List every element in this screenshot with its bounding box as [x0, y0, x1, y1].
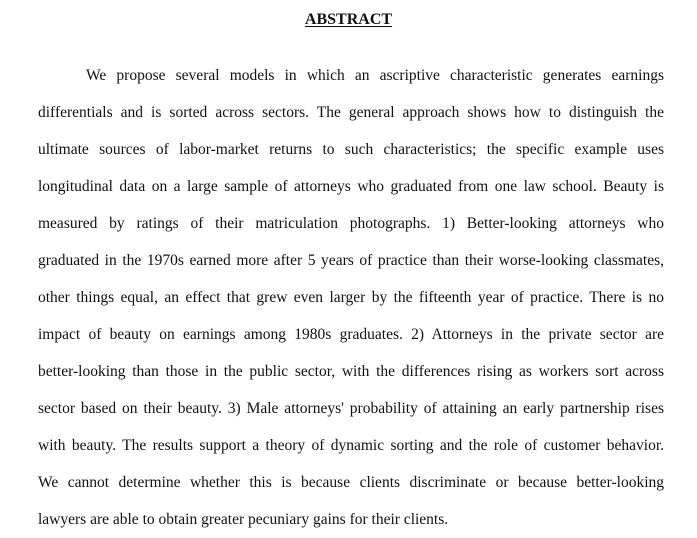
- abstract-line: graduated in the 1970s earned more after 5 years of practice than their worse-looking classmates,: [38, 252, 664, 269]
- abstract-line: sector based on their beauty. 3) Male attorneys' probability of attaining an early partnership rises: [38, 400, 664, 417]
- abstract-heading: ABSTRACT: [304, 11, 393, 28]
- abstract-line: better-looking than those in the public sector, with the differences rising as workers sort across: [38, 363, 664, 380]
- abstract-line: with beauty. The results support a theory of dynamic sorting and the role of customer behavior.: [38, 437, 664, 454]
- abstract-line: measured by ratings of their matriculation photographs. 1) Better-looking attorneys who: [38, 215, 664, 232]
- abstract-line: ultimate sources of labor-market returns to such characteristics; the specific example uses: [38, 141, 664, 158]
- abstract-line: longitudinal data on a large sample of attorneys who graduated from one law school. Beauty is: [38, 178, 664, 195]
- abstract-line: We propose several models in which an ascriptive characteristic generates earnings: [86, 67, 664, 84]
- abstract-line: lawyers are able to obtain greater pecuniary gains for their clients.: [38, 511, 449, 528]
- abstract-line: differentials and is sorted across sectors. The general approach shows how to distinguish the: [38, 104, 664, 121]
- abstract-line: impact of beauty on earnings among 1980s graduates. 2) Attorneys in the private sector are: [38, 326, 664, 343]
- abstract-line: other things equal, an effect that grew even larger by the fifteenth year of practice. There is no: [38, 289, 664, 306]
- abstract-line: We cannot determine whether this is because clients discriminate or because better-looking: [38, 474, 664, 491]
